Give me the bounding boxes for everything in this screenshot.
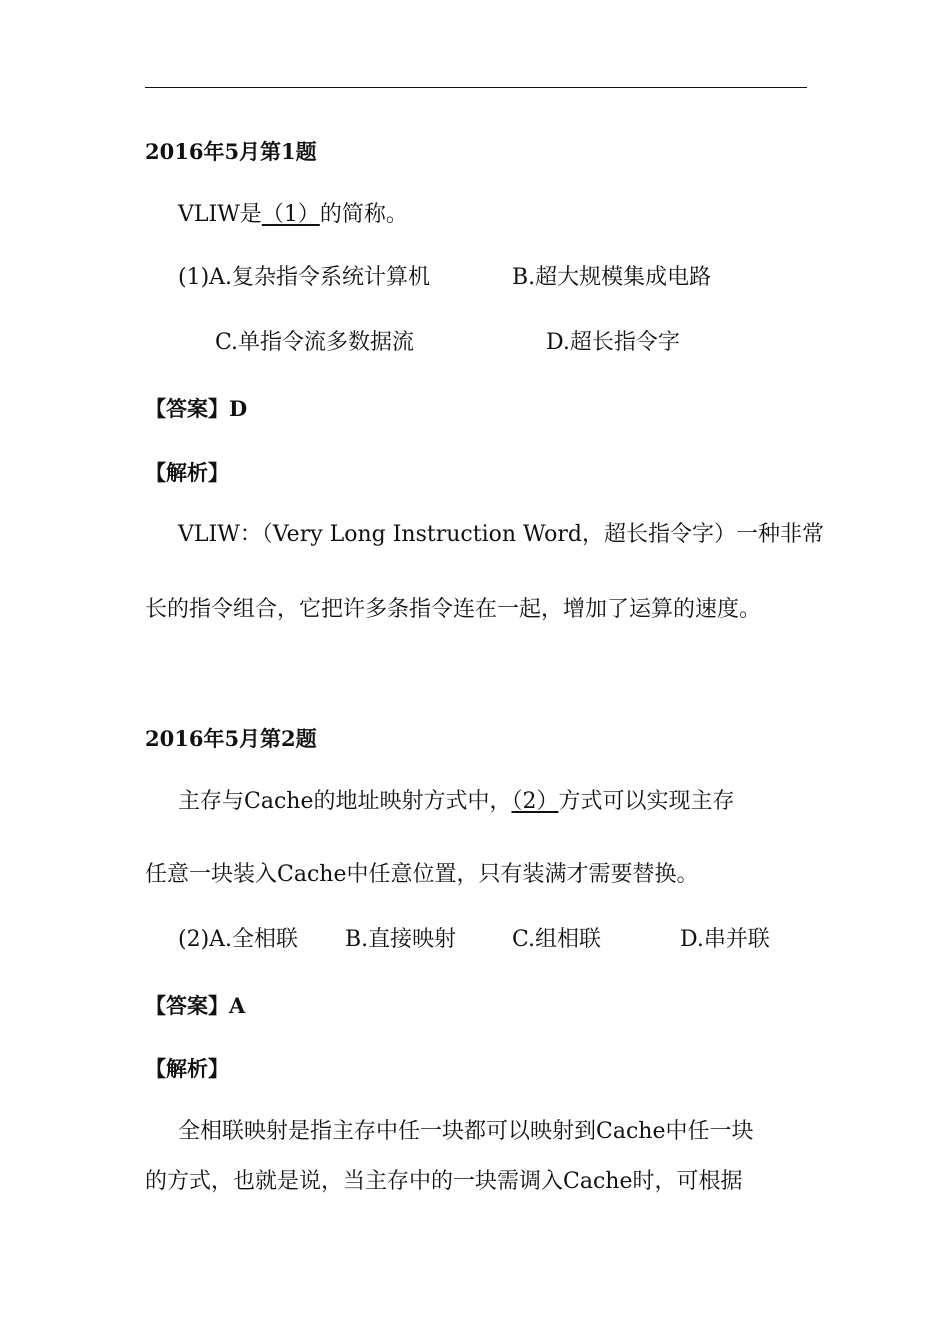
q2-analysis-line-1: 全相联映射是指主存中任一块都可以映射到Cache中任一块 (178, 1119, 754, 1144)
q2-stem-post: 方式可以实现主存 (558, 789, 735, 814)
q2-stem-blank: （2） (511, 789, 559, 814)
q1-answer: 【答案】D (145, 396, 248, 421)
q2-analysis-label: 【解析】 (145, 1056, 229, 1081)
q1-option-b: B.超大规模集成电路 (512, 265, 712, 290)
q1-stem (178, 200, 408, 230)
q2-option-b: B.直接映射 (345, 927, 457, 952)
q2-heading: 2016年5月第2题 (145, 726, 317, 751)
q1-stem-pre: VLIW是 (178, 202, 262, 227)
q1-analysis-line-2: 长的指令组合，它把许多条指令连在一起，增加了运算的速度。 (145, 597, 762, 622)
q2-option-a: (2)A.全相联 (178, 927, 299, 952)
q1-stem-blank: （1） (261, 202, 320, 227)
q1-option-d: D.超长指令字 (546, 330, 680, 355)
q1-analysis-line-1: VLIW：（Very Long Instruction Word，超长指令字）一种非常 (178, 522, 824, 547)
q2-analysis-line-2: 的方式，也就是说，当主存中的一块需调入Cache时，可根据 (145, 1169, 743, 1194)
q1-option-c: C.单指令流多数据流 (215, 330, 415, 355)
q2-option-d: D.串并联 (680, 927, 770, 952)
q2-answer: 【答案】A (145, 993, 246, 1018)
q2-option-c: C.组相联 (512, 927, 602, 952)
q1-stem-post: 的简称。 (319, 202, 408, 227)
q1-option-a: (1)A.复杂指令系统计算机 (178, 265, 431, 290)
header-rule (145, 87, 807, 88)
q2-stem-pre: 主存与Cache的地址映射方式中， (178, 789, 512, 814)
q1-heading: 2016年5月第1题 (145, 139, 317, 164)
q2-stem (178, 787, 734, 817)
q1-analysis-label: 【解析】 (145, 460, 229, 485)
q2-stem-line-2: 任意一块装入Cache中任意位置，只有装满才需要替换。 (145, 862, 699, 887)
